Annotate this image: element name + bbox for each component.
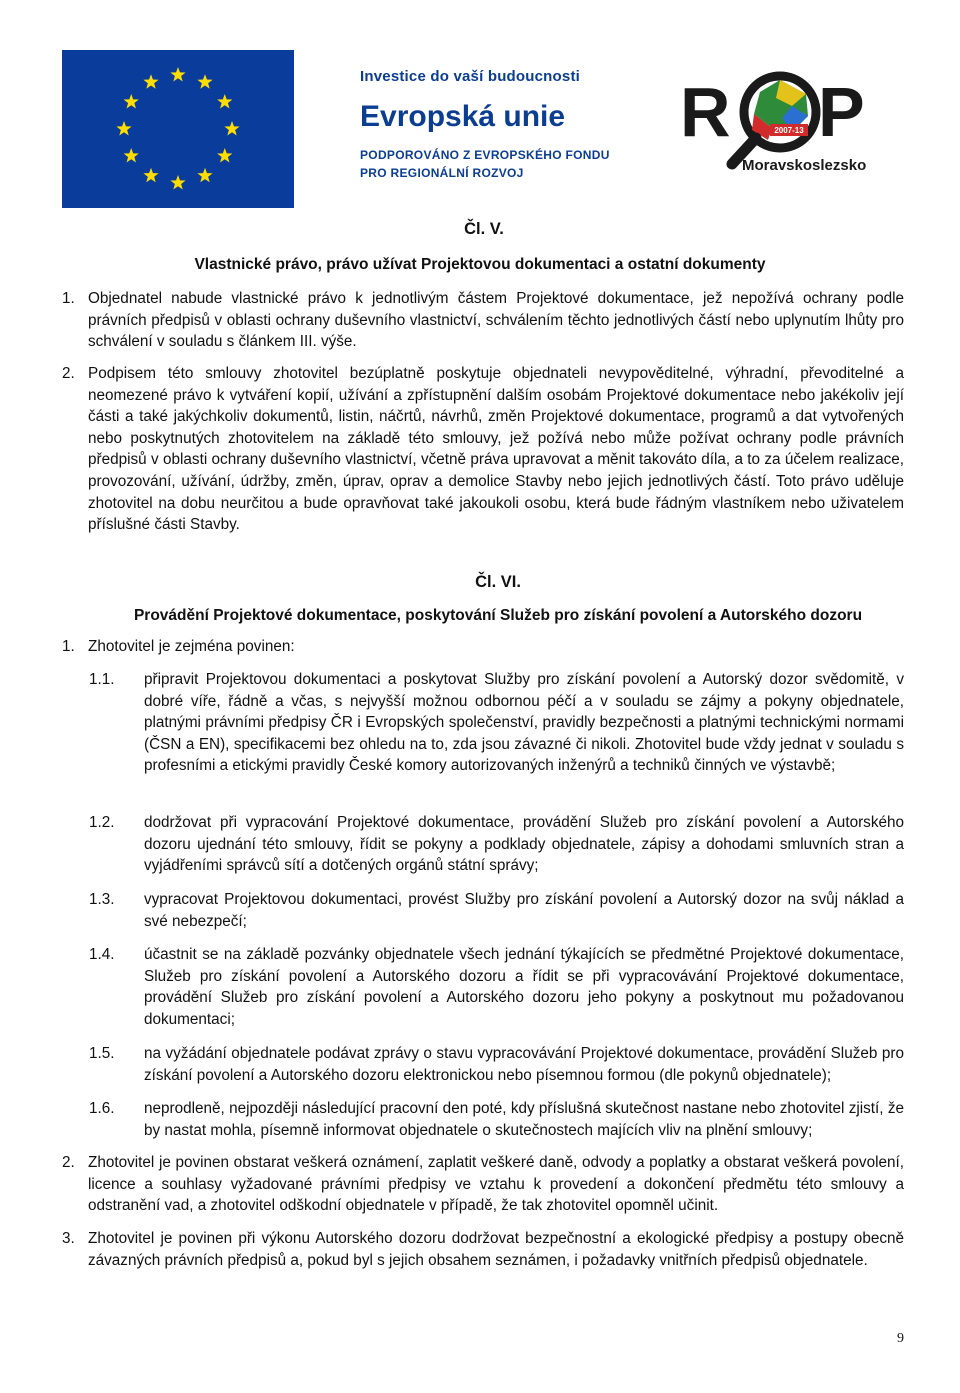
item-number: 1.2. bbox=[89, 814, 115, 831]
page-number: 9 bbox=[897, 1331, 904, 1346]
list-item bbox=[89, 944, 904, 1030]
paragraph-number: 1. bbox=[62, 638, 75, 655]
eu-text-logo bbox=[360, 68, 650, 181]
paragraph-number: 3. bbox=[62, 1230, 75, 1247]
list-item bbox=[89, 669, 904, 777]
paragraph-number: 2. bbox=[62, 1154, 75, 1171]
paragraph-text: Zhotovitel je povinen při výkonu Autorského dozoru dodržovat bezpečnostní a ekologické předpisy a postupy obecně závazných právních předpisů a, pokud byl s jejich obsahem seznámen, i požadavky vnitřních předpisů objednatele. bbox=[88, 1230, 904, 1269]
article-5-paragraph-1 bbox=[62, 288, 904, 353]
paragraph-text: Podpisem této smlouvy zhotovitel bezúplatně poskytuje objednateli nevypověditelné, výhradní, převoditelné a neomezené právo k vytváření kopií, užívání a zpřístupnění dalším osobám Projektové dokumentace nebo jakékoliv její části a také jakýchkoliv dokumentů, listin, náčrtů, návrhů, změn Projektové dokumentace, programů a dat vytvořených nebo poskytnutých zhotovitelem na základě této smlouvy, jež požívá nebo může požívat ochrany podle právních předpisů v oblasti ochrany duševního vlastnictví, včetně práva upravovat a měnit takováto díla, a to za účelem realizace, provozování, užívání, údržby, změn, úprav, oprav a demolice Stavby nebo jejich jednotlivých částí. Toto právo uděluje zhotovitel na dobu neurčitou a bude opravňovat také jakoukoli osobu, která bude řádným vlastníkem nebo uživatelem příslušné části Stavby. bbox=[88, 365, 904, 534]
paragraph-text: Zhotovitel je povinen obstarat veškerá oznámení, zaplatit veškeré daně, odvody a poplatky a obstarat veškerá povolení, licence a souhlasy vyžadované právními předpisy ve vztahu k provedení a dokončení předmětu této smlouvy a odstranění vad, a zhotovitel odškodní objednatele v případě, že tak zhotovitel opomněl učinit. bbox=[88, 1154, 904, 1215]
item-number: 1.4. bbox=[89, 946, 115, 963]
eu-fund-line2: PRO REGIONÁLNÍ ROZVOJ bbox=[360, 166, 524, 180]
rop-letter-p: P bbox=[818, 73, 865, 151]
eu-stars-icon bbox=[62, 50, 294, 208]
list-item bbox=[89, 1043, 904, 1086]
list-item bbox=[89, 1098, 904, 1141]
article-6-paragraph-2 bbox=[62, 1152, 904, 1217]
item-number: 1.3. bbox=[89, 891, 115, 908]
rop-magnifier-icon bbox=[680, 70, 900, 190]
article-5-paragraph-2 bbox=[62, 363, 904, 536]
article-6-title: Provádění Projektové dokumentace, poskytování Služeb pro získání povolení a Autorského dozoru bbox=[133, 607, 863, 624]
rop-years: 2007-13 bbox=[774, 126, 804, 135]
item-text: na vyžádání objednatele podávat zprávy o stavu vypracovávání Projektové dokumentace, provádění Služeb pro získání povolení a Autorského dozoru elektronickou nebo písemnou formou (dle pokynů objednatele); bbox=[144, 1045, 904, 1084]
item-text: neprodleně, nejpozději následující pracovní den poté, kdy příslušná skutečnost nastane nebo zhotovitel zjistí, že by nastat mohla, písemně informovat objednatele o skutečnostech majících vliv na plnění smlouvy; bbox=[144, 1100, 904, 1139]
article-6-paragraph-1 bbox=[62, 636, 904, 658]
item-text: připravit Projektovou dokumentaci a poskytovat Služby pro získání povolení a Autorský dozor svědomitě, v dobré víře, řádně a včas, s nejvyšší možnou odbornou péčí a v souladu se zájmy a pokyny objednatele, platnými právními předpisy ČR i Evropských společenství, pravidly bezpečnosti a platnými technickými normami (ČSN a EN), specifikacemi bez ohledu na to, zda jsou závazné či nikoli. Zhotovitel bude vždy jednat v souladu s profesními a etickými pravidly České komory autorizovaných inženýrů a techniků činných ve výstavbě; bbox=[144, 671, 904, 775]
item-text: vypracovat Projektovou dokumentaci, provést Služby pro získání povolení a Autorský dozor na svůj náklad a své nebezpečí; bbox=[144, 891, 904, 930]
paragraph-text: Zhotovitel je zejména povinen: bbox=[88, 638, 295, 655]
rop-region: Moravskoslezsko bbox=[742, 157, 867, 174]
article-5-title: Vlastnické právo, právo užívat Projektovou dokumentaci a ostatní dokumenty bbox=[194, 256, 766, 273]
list-item bbox=[89, 812, 904, 877]
article-6-paragraph-3 bbox=[62, 1228, 904, 1271]
eu-slogan: Investice do vaší budoucnosti bbox=[360, 68, 581, 85]
eu-fund-line1: PODPOROVÁNO Z EVROPSKÉHO FONDU bbox=[360, 148, 610, 162]
item-text: účastnit se na základě pozvánky objednatele všech jednání týkajících se předmětné Projektové dokumentace, Služeb pro získání povolení a Autorského dozoru a řídit se při vypracovávání Projektové dokumentace, provádění Služeb pro získání povolení a Autorského dozoru jeho pokyny a poskytnout mu požadovanou dokumentaci; bbox=[144, 946, 904, 1028]
paragraph-text: Objednatel nabude vlastnické právo k jednotlivým částem Projektové dokumentace, jež nepožívá ochrany podle právních předpisů v oblasti ochrany duševního vlastnictví, schválením těchto jednotlivých částí nebo uplynutím lhůty pro schválení v souladu s článkem III. výše. bbox=[88, 290, 904, 351]
paragraph-number: 2. bbox=[62, 365, 75, 382]
list-item bbox=[89, 889, 904, 932]
article-6-number: Čl. VI. bbox=[475, 573, 521, 591]
eu-name: Evropská unie bbox=[360, 100, 566, 133]
rop-logo bbox=[680, 70, 900, 190]
item-number: 1.6. bbox=[89, 1100, 115, 1117]
article-5-number: Čl. V. bbox=[464, 220, 504, 238]
item-number: 1.1. bbox=[89, 671, 115, 688]
item-text: dodržovat při vypracování Projektové dokumentace, provádění Služeb pro získání povolení a Autorského dozoru ujednání této smlouvy, řídit se pokyny a podklady objednatele, zápisy a dohodami smluvních stran a vyjádřeními správců sítí a dotčených orgánů státní správy; bbox=[144, 814, 904, 875]
rop-letter-r: R bbox=[680, 73, 731, 151]
paragraph-number: 1. bbox=[62, 290, 75, 307]
eu-flag-logo bbox=[62, 50, 294, 208]
item-number: 1.5. bbox=[89, 1045, 115, 1062]
